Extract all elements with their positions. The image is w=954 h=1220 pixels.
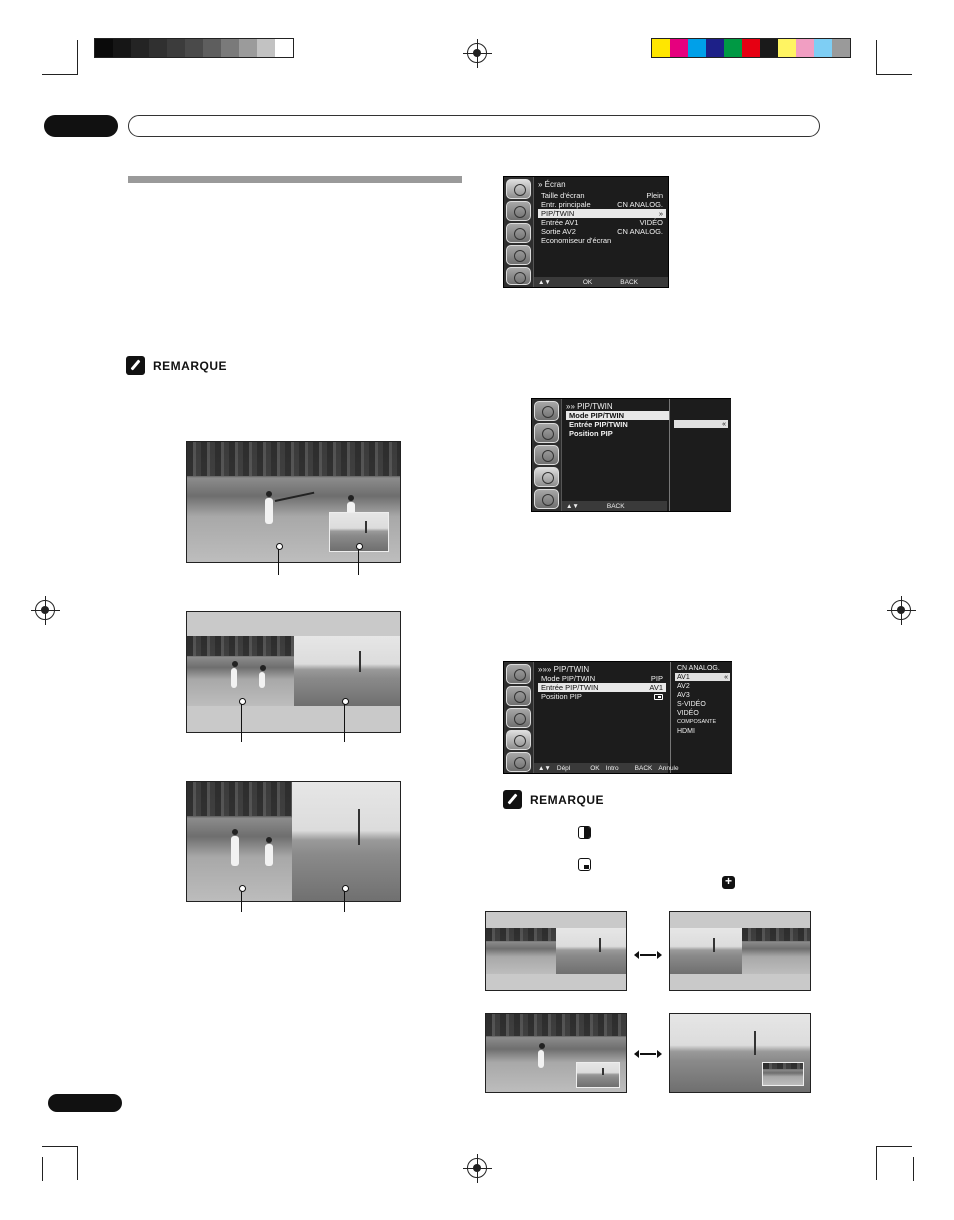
color-swatch: [257, 39, 275, 57]
color-swatch: [724, 39, 742, 57]
option-label: AV3: [677, 691, 690, 699]
row-value: PIP: [650, 674, 663, 683]
option-label: VIDÉO: [677, 709, 699, 717]
osd-row-economiseur[interactable]: [538, 236, 666, 245]
twin-swap-before-image: [485, 911, 627, 991]
picture-icon[interactable]: [534, 423, 559, 443]
note-label: [503, 790, 604, 809]
option-icon[interactable]: [506, 752, 531, 772]
screen-icon[interactable]: [534, 467, 559, 487]
osd-icon-sidebar: [532, 399, 562, 511]
color-swatch: [652, 39, 670, 57]
updown-icon: ▲▼: [566, 502, 579, 510]
picture-icon[interactable]: [506, 686, 531, 706]
input-option[interactable]: [675, 664, 730, 672]
row-label: Entrée PIP/TWIN: [569, 420, 628, 429]
osd-title-text: PIP/TWIN: [577, 402, 613, 411]
screen-icon[interactable]: [506, 245, 531, 265]
pip-position-button-icon: [578, 858, 591, 871]
color-swatch: [221, 39, 239, 57]
footer-enter: Intro: [605, 764, 619, 772]
osd-row-sortie-av2[interactable]: [538, 227, 666, 236]
crop-mark: [42, 1146, 78, 1147]
option-label: AV1: [677, 673, 690, 681]
osd-row-position-pip[interactable]: [538, 692, 666, 701]
pip-position-icon: [654, 694, 663, 700]
row-label: Position PIP: [569, 429, 613, 438]
swap-button-icon: [722, 876, 735, 889]
osd-row-entree-av1[interactable]: [538, 218, 666, 227]
setup-icon[interactable]: [506, 664, 531, 684]
footer-move: Dépl: [556, 764, 571, 772]
color-swatch: [832, 39, 850, 57]
crop-mark: [77, 1146, 78, 1180]
sound-icon[interactable]: [506, 223, 531, 243]
osd-title-text: Écran: [544, 180, 566, 189]
registration-mark-bottom: [467, 1158, 487, 1178]
twin-example-image: [186, 611, 401, 733]
section-heading-rule: [128, 176, 462, 183]
row-value: Plein: [646, 191, 663, 200]
twin-full-example-image: [186, 781, 401, 902]
updown-icon: ▲▼: [538, 278, 551, 286]
row-value: VIDÉO: [639, 218, 663, 227]
color-swatch: [113, 39, 131, 57]
row-label: Entrée PIP/TWIN: [541, 683, 599, 692]
osd-row-entree-principale[interactable]: [538, 200, 666, 209]
color-calibration-strip: [651, 38, 851, 58]
setup-icon[interactable]: [506, 179, 531, 199]
note-title: REMARQUE: [153, 358, 228, 373]
option-label: S-VIDÉO: [677, 700, 706, 708]
footer-ok-key: OK: [590, 764, 600, 772]
twin-right-picture: [294, 636, 401, 706]
input-option[interactable]: [675, 691, 730, 699]
row-label: Sortie AV2: [541, 227, 576, 236]
color-swatch: [814, 39, 832, 57]
row-label: Taille d'écran: [541, 191, 585, 200]
page-header-bar: [128, 115, 820, 137]
color-swatch: [688, 39, 706, 57]
osd-title: »»» PIP/TWIN: [538, 665, 590, 674]
row-label: Mode PIP/TWIN: [569, 411, 624, 420]
row-label: Entrée AV1: [541, 218, 579, 227]
sound-icon[interactable]: [506, 708, 531, 728]
crop-mark: [876, 74, 912, 75]
row-label: PIP/TWIN: [541, 209, 575, 218]
pencil-icon: [503, 790, 522, 809]
row-value: CN ANALOG.: [617, 227, 663, 236]
footer-back: BACK: [620, 278, 638, 286]
color-swatch: [778, 39, 796, 57]
osd-submenu: [669, 399, 731, 511]
color-swatch: [742, 39, 760, 57]
osd-row-mode-pip[interactable]: [538, 674, 666, 683]
option-icon[interactable]: [534, 489, 559, 509]
crop-mark: [876, 1146, 912, 1147]
selected-marker: «: [722, 420, 726, 428]
batter-figure: [231, 668, 237, 688]
footer-ok: OK: [582, 278, 593, 286]
callout-left-picture: [241, 887, 242, 912]
pencil-icon: [126, 356, 145, 375]
screen-icon[interactable]: [506, 730, 531, 750]
option-icon[interactable]: [506, 267, 531, 285]
color-swatch: [149, 39, 167, 57]
row-label: Economiseur d'écran: [541, 236, 612, 245]
footer-cancel: Annule: [658, 764, 679, 772]
option-label: CN ANALOG.: [677, 664, 720, 672]
osd-menu-ecran: [503, 176, 669, 288]
callout-left-picture: [241, 700, 242, 742]
batter-figure: [231, 836, 239, 866]
crop-mark: [77, 40, 78, 74]
twin-right-picture: [556, 928, 627, 974]
pip-example-image: [186, 441, 401, 563]
batter-figure: [265, 498, 273, 524]
osd-icon-sidebar: [504, 662, 534, 773]
color-swatch: [95, 39, 113, 57]
osd-input-list: [670, 662, 732, 773]
chapter-tab: [44, 115, 118, 137]
batter-figure: [538, 1050, 544, 1068]
note-title: REMARQUE: [530, 792, 605, 807]
row-label: Mode PIP/TWIN: [541, 674, 596, 683]
crop-mark: [42, 74, 78, 75]
color-swatch: [131, 39, 149, 57]
osd-footer: [534, 763, 679, 773]
twin-swap-after-image: [669, 911, 811, 991]
osd-footer: [562, 501, 667, 511]
pip-subwindow: [762, 1062, 804, 1086]
selected-marker: «: [724, 673, 728, 681]
row-label: Position PIP: [541, 692, 582, 701]
twin-left-picture: [486, 928, 556, 974]
footer-back-key: BACK: [634, 764, 653, 772]
setup-icon[interactable]: [534, 401, 559, 421]
swap-arrow: [640, 954, 656, 956]
color-swatch: [760, 39, 778, 57]
pip-swap-after-image: [669, 1013, 811, 1093]
gray-calibration-strip: [94, 38, 294, 58]
picture-icon[interactable]: [506, 201, 531, 221]
row-value: CN ANALOG.: [617, 200, 663, 209]
input-option[interactable]: [675, 709, 730, 717]
option-label: AV2: [677, 682, 690, 690]
twin-left-picture: [187, 636, 294, 706]
input-option[interactable]: [675, 718, 730, 726]
row-value: AV1: [649, 683, 663, 692]
crop-mark: [876, 40, 877, 74]
color-swatch: [275, 39, 293, 57]
osd-row-entree-pip[interactable]: [538, 683, 666, 692]
osd-title: » Écran: [538, 180, 566, 189]
catcher-figure: [265, 844, 273, 866]
pip-subwindow: [576, 1062, 620, 1088]
option-label: COMPOSANTE: [677, 719, 717, 725]
bat: [275, 492, 315, 502]
registration-mark-right: [891, 600, 911, 620]
option-label: HDMI: [677, 727, 695, 735]
row-value: »: [658, 209, 663, 218]
color-swatch: [167, 39, 185, 57]
osd-row-pip-twin[interactable]: [538, 209, 666, 218]
twin-button-icon: [578, 826, 591, 839]
crop-mark: [913, 1157, 914, 1181]
input-option[interactable]: [675, 682, 730, 690]
twin-right-picture: [742, 928, 811, 974]
osd-icon-sidebar: [504, 177, 534, 287]
twin-left-picture: [670, 928, 742, 974]
color-swatch: [796, 39, 814, 57]
color-swatch: [670, 39, 688, 57]
catcher-figure: [259, 672, 265, 688]
swap-arrow: [640, 1053, 656, 1055]
input-option-selected[interactable]: [675, 673, 730, 681]
callout-sub-picture: [358, 545, 359, 575]
callout-right-picture: [344, 700, 345, 742]
twin-left-picture: [187, 782, 292, 902]
color-swatch: [706, 39, 724, 57]
osd-title-text: PIP/TWIN: [553, 665, 590, 674]
crop-mark: [42, 1157, 43, 1181]
osd-menu-pip-input: [503, 661, 732, 774]
row-label: Entr. principale: [541, 200, 591, 209]
osd-title: »» PIP/TWIN: [566, 402, 613, 411]
color-swatch: [185, 39, 203, 57]
callout-main-picture: [278, 545, 279, 575]
osd-menu-pip-mode: [531, 398, 731, 512]
footer-back: BACK: [606, 502, 625, 510]
submenu-selected-item[interactable]: [674, 420, 728, 428]
registration-mark-top: [467, 43, 487, 63]
osd-footer: [534, 277, 668, 287]
input-option[interactable]: [675, 727, 730, 735]
crop-mark: [876, 1146, 877, 1180]
callout-right-picture: [344, 887, 345, 912]
note-label: [126, 356, 227, 375]
updown-icon: ▲▼: [538, 764, 551, 772]
pip-swap-before-image: [485, 1013, 627, 1093]
twin-right-picture: [292, 782, 401, 902]
registration-mark-left: [35, 600, 55, 620]
sound-icon[interactable]: [534, 445, 559, 465]
color-swatch: [203, 39, 221, 57]
page-number-tab: [48, 1094, 122, 1112]
input-option[interactable]: [675, 700, 730, 708]
color-swatch: [239, 39, 257, 57]
osd-row-taille[interactable]: [538, 191, 666, 200]
